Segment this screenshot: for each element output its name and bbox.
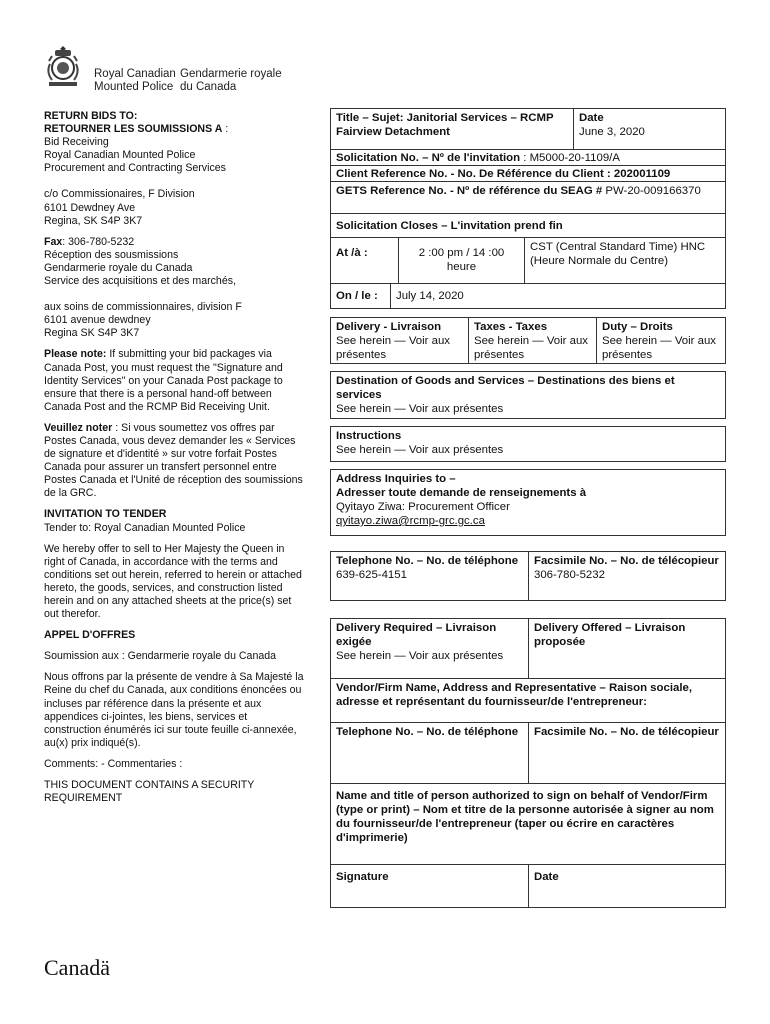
address-line: 6101 Dewdney Ave [44, 201, 136, 214]
please-note-paragraph [44, 348, 306, 413]
organization-name [94, 68, 282, 93]
solicitation-form [330, 108, 726, 908]
officer-email-link[interactable]: qyitayo.ziwa@rcmp-grc.gc.ca [336, 515, 485, 527]
duty-value: See herein — Voir aux présentes [602, 335, 716, 361]
signature-field[interactable]: Signature [331, 865, 529, 907]
vendor-telephone-field[interactable]: Telephone No. – No. de téléphone [331, 723, 529, 783]
offer-fr: Nous offrons par la présente de vendre à Sa Majesté la Reine du chef du Canada, aux conditions énoncées ou incluses par référence dans la présente et aux appendices ci-jointes, les biens, services et construction énumérés ici sur toute feuille ci-annexée, au(x) prix indiqué(s). [44, 671, 304, 749]
security-requirement: THIS DOCUMENT CONTAINS A SECURITY REQUIREMENT [44, 779, 255, 805]
inquiries-label-2: Adresser toute demande de renseignements à [336, 487, 587, 499]
duty-label: Duty – Droits [602, 321, 673, 333]
address-line: Regina, SK S4P 3K7 [44, 214, 143, 227]
address-line: Service des acquisitions et des marchés, [44, 275, 236, 288]
delivery-required-value: See herein — Voir aux présentes [336, 650, 504, 662]
taxes-value: See herein — Voir aux présentes [474, 335, 588, 361]
veuillez-label: Veuillez noter [44, 421, 113, 434]
contact-numbers [330, 551, 726, 601]
vendor-block [330, 618, 726, 908]
header-block [330, 108, 726, 309]
soumission: Soumission aux : Gendarmerie royale du Canada [44, 650, 277, 663]
closing-date: July 14, 2020 [396, 290, 464, 302]
canada-wordmark [44, 957, 132, 979]
org-en-line2: Mounted Police [94, 80, 174, 93]
delivery-offered-label: Delivery Offered – Livraison proposée [534, 622, 686, 648]
fax-label: Fax [44, 235, 63, 248]
left-column [44, 110, 306, 805]
facsimile-value: 306-780-5232 [534, 569, 605, 581]
facsimile-label: Facsimile No. – No. de télécopieur [534, 555, 719, 567]
gets-value: PW-20-009166370 [602, 185, 701, 197]
delivery-value: See herein — Voir aux présentes [336, 335, 450, 361]
signature-date-field[interactable]: Date [534, 871, 559, 883]
date-value: June 3, 2020 [579, 126, 645, 138]
org-en-line1: Royal Canadian [94, 68, 176, 80]
appel-title: APPEL D'OFFRES [44, 629, 136, 642]
solicitation-closes: Solicitation Closes – L'invitation prend fin [331, 214, 725, 238]
offer-en: We hereby offer to sell to Her Majesty the Queen in right of Canada, in accordance with the terms and conditions set out herein, referred to herein or attached hereto, the goods, services, and construction listed herein and on any attached sheets at the price(s) set out therefor. [44, 542, 302, 621]
destination-value: See herein — Voir aux présentes [336, 403, 504, 415]
solicitation-number [331, 150, 725, 166]
org-fr-line1: Gendarmerie royale [180, 68, 282, 80]
rcmp-crest-icon [44, 44, 82, 88]
at-label: At /à : [331, 238, 399, 283]
veuillez-paragraph [44, 422, 306, 501]
instructions-block [330, 426, 726, 462]
gets-reference [331, 182, 725, 214]
inquiries-label-1: Address Inquiries to – [336, 473, 456, 485]
vendor-name-field[interactable]: Vendor/Firm Name, Address and Representative – Raison sociale, adresse et représentant du fournisseur/de l'entrepreneur: [331, 679, 725, 723]
return-bids-fr: RETOURNER LES SOUMISSIONS A [44, 123, 223, 136]
return-bids-en: RETURN BIDS TO: [44, 110, 138, 122]
address-line: Bid Receiving [44, 136, 109, 149]
procurement-officer: Qyitayo Ziwa: Procurement Officer [336, 501, 510, 513]
telephone-value: 639-625-4151 [336, 569, 407, 581]
telephone-label: Telephone No. – No. de téléphone [336, 555, 519, 567]
tender-to: Tender to: Royal Canadian Mounted Police [44, 521, 246, 534]
veuillez-text: : Si vous soumettez vos offres par Postes Canada, vous devez demander les « Services de signature et d'identité » sur votre forfait Postes Canada pour assurer un transfert personnel entre Postes Canada et l'Unité de réception des soumissions de la GRC. [44, 421, 303, 500]
comments: Comments: - Commentaries : [44, 757, 183, 770]
solicitation-value: : M5000-20-1109/A [520, 152, 620, 164]
client-reference: Client Reference No. - No. De Référence du Client : 202001109 [331, 166, 725, 182]
address-line: 6101 avenue dewdney [44, 314, 151, 327]
solicitation-label: Solicitation No. – Nº de l'invitation [336, 152, 521, 164]
address-line: Procurement and Contracting Services [44, 162, 226, 175]
taxes-label: Taxes - Taxes [474, 321, 548, 333]
vendor-facsimile-field[interactable]: Facsimile No. – No. de télécopieur [534, 726, 719, 738]
delivery-taxes-duty [330, 317, 726, 364]
please-note-text: If submitting your bid packages via Canada Post, you must request the "Signature and Identity Services" on your Canada Post package to ensure that there is a personal hand-off between Canada Post and the RCMP Bid Receiving Unit. [44, 348, 283, 413]
time-zone: CST (Central Standard Time) HNC (Heure Normale du Centre) [530, 241, 706, 267]
on-label: On / le : [331, 284, 391, 308]
address-line: Royal Canadian Mounted Police [44, 149, 196, 162]
address-line: Regina SK S4P 3K7 [44, 327, 140, 340]
instructions-value: See herein — Voir aux présentes [336, 444, 504, 456]
title-field: Title – Sujet: Janitorial Services – RCMP Fairview Detachment [331, 109, 574, 149]
address-line: Réception des sousmissions [44, 248, 179, 261]
address-line: aux soins de commissionnaires, division F [44, 301, 242, 314]
destination-block [330, 371, 726, 419]
gets-label: GETS Reference No. - Nº de référence du SEAG # [336, 185, 603, 197]
delivery-label: Delivery - Livraison [336, 321, 442, 333]
please-note-label: Please note: [44, 348, 107, 361]
instructions-label: Instructions [336, 430, 402, 442]
address-line: c/o Commissionaires, F Division [44, 188, 195, 201]
inquiries-block [330, 469, 726, 536]
address-line: Gendarmerie royale du Canada [44, 261, 193, 274]
org-fr-line2: du Canada [180, 80, 237, 93]
authorized-person-field[interactable]: Name and title of person authorized to sign on behalf of Vendor/Firm (type or print) – Nom et titre de la personne autorisée à signer au nom du fournisseur/de l'entrepreneur (taper ou écrire en caractères d'imprimerie) [331, 784, 725, 865]
destination-label: Destination of Goods and Services – Destinations des biens et services [336, 375, 675, 401]
fax-value: : 306-780-5232 [62, 235, 135, 248]
closing-time: 2 :00 pm / 14 :00 heure [399, 238, 525, 283]
date-label: Date [579, 112, 604, 124]
invitation-title: INVITATION TO TENDER [44, 508, 167, 521]
canada-wordmark-text: Canadä [44, 955, 110, 980]
return-bids-fr-suffix: : [222, 123, 229, 136]
delivery-required-label: Delivery Required – Livraison exigée [336, 622, 497, 648]
